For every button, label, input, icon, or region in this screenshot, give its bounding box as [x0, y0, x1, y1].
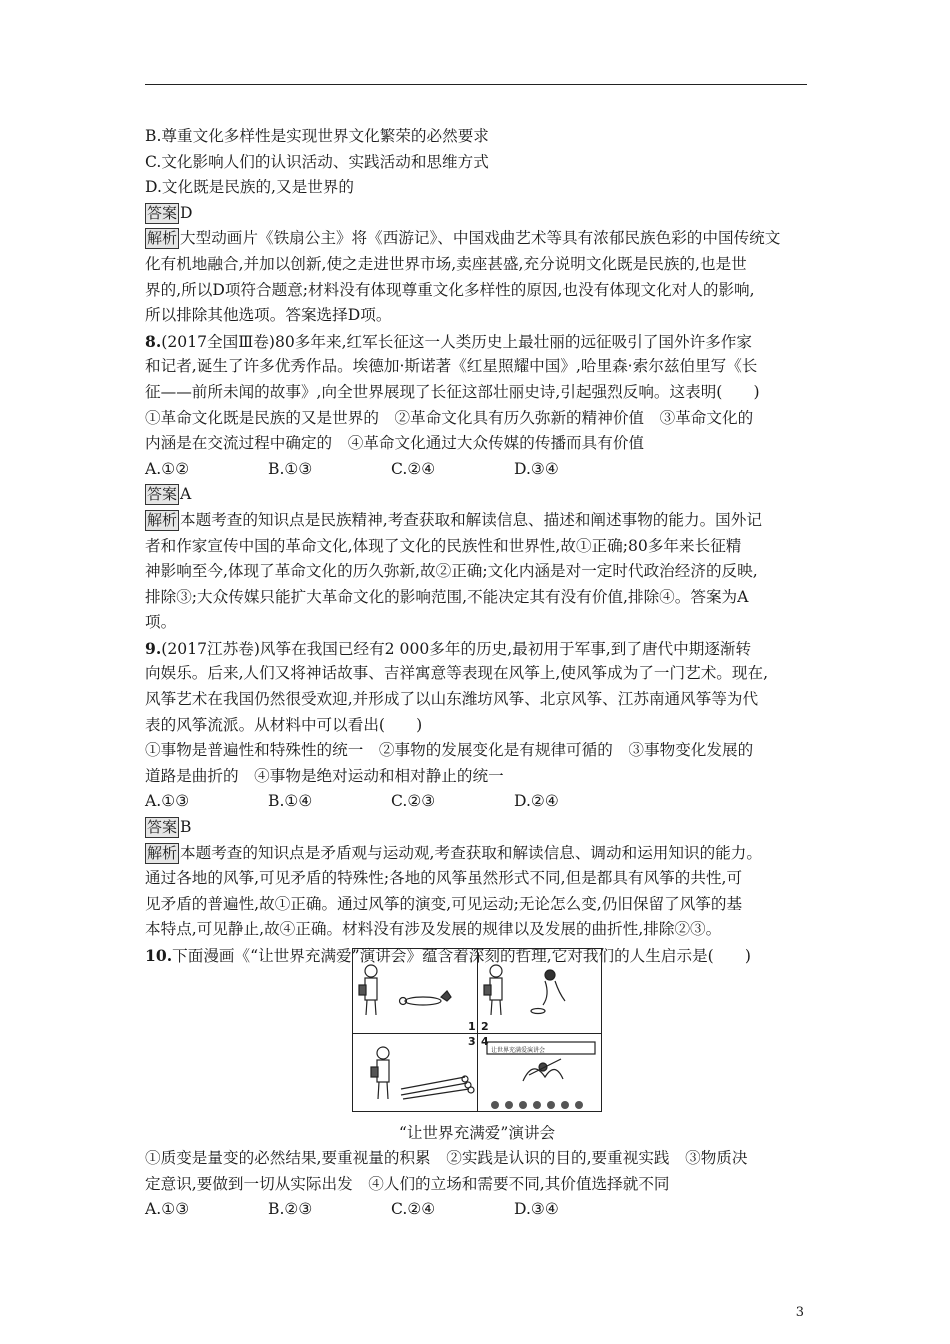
answer-tag: 答案	[147, 203, 178, 222]
q8-analysis-line: 项。	[145, 613, 177, 632]
q9-analysis-line: 见矛盾的普遍性,故①正确。通过风筝的演变,可见运动;无论怎么变,仍旧保留了风筝的基	[145, 894, 743, 913]
q8-analysis-line: 排除③;大众传媒只能扩大革命文化的影响范围,不能决定其有没有价值,排除④。答案为A	[145, 587, 749, 606]
q7-answer	[145, 201, 809, 227]
q8-stem-line: ①革命文化既是民族的又是世界的 ②革命文化具有历久弥新的精神价值 ③革命文化的	[145, 408, 754, 427]
panel-number: 3	[468, 1035, 476, 1048]
q7-analysis-line: 所以排除其他选项。答案选择D项。	[145, 306, 392, 325]
page-number: 3	[795, 1305, 804, 1320]
q9-analysis-line: 本特点,可见静止,故④正确。材料没有涉及发展的规律以及发展的曲折性,排除②③。	[145, 920, 722, 939]
q9-stem-line: ①事物是普遍性和特殊性的统一 ②事物的发展变化是有规律可循的 ③事物变化发展的	[145, 741, 754, 760]
header-rule	[145, 84, 807, 85]
main-content	[145, 124, 809, 969]
log-pile	[401, 1076, 474, 1099]
q8-analysis-line	[145, 508, 809, 534]
q7-answer-value: D	[180, 203, 193, 222]
panel-number: 1	[468, 1020, 476, 1033]
q10-option-b: B.②③	[268, 1200, 313, 1219]
q9-options	[145, 789, 809, 815]
q8-answer	[145, 482, 809, 508]
option-c-prev: C.文化影响人们的认识活动、实践活动和思维方式	[145, 152, 489, 171]
cartoon-drawing	[353, 949, 603, 1113]
q9-answer-value: B	[180, 818, 192, 837]
q8-options	[145, 457, 809, 483]
q10-option-c: C.②④	[391, 1200, 436, 1219]
q8-stem-line	[145, 329, 809, 355]
q7-analysis-line: 化有机地融合,并加以创新,使之走进世界市场,卖座甚盛,充分说明文化既是民族的,也是世	[145, 254, 747, 273]
q9-stem-line: 风筝艺术在我国仍然很受欢迎,并形成了以山东潍坊风筝、北京风筝、江苏南通风筝等为代	[145, 690, 759, 709]
analysis-tag: 解析	[147, 843, 178, 862]
q8-stem-line: 和记者,诞生了许多优秀作品。埃德加·斯诺著《红星照耀中国》,哈里森·索尔兹伯里写《长	[145, 357, 758, 376]
speaker-head	[365, 965, 377, 977]
q8-option-d: D.③④	[514, 459, 559, 478]
analysis-tag: 解析	[147, 229, 178, 248]
option-b-prev: B.尊重文化多样性是实现世界文化繁荣的必然要求	[145, 127, 489, 145]
q8-option-b: B.①③	[268, 459, 313, 478]
speaker-body	[365, 978, 377, 1000]
q9-stem-text: (2017江苏卷)风筝在我国已经有2 000多年的历史,最初用于军事,到了唐代中期逐渐转	[161, 639, 752, 658]
answer-tag: 答案	[147, 485, 178, 504]
q10-statement-line: ①质变是量变的必然结果,要重视量的积累 ②实践是认识的目的,要重视实践 ③物质决	[145, 1149, 748, 1167]
q9-option-a: A.①③	[145, 792, 190, 811]
q10-body	[145, 1146, 809, 1223]
figure-caption: “让世界充满爱”演讲会	[398, 1124, 556, 1142]
q8-stem-line: 内涵是在交流过程中确定的 ④革命文化通过大众传媒的传播而具有价值	[145, 434, 645, 453]
q9-stem-line: 道路是曲折的 ④事物是绝对运动和相对静止的统一	[145, 766, 504, 785]
q7-analysis-line	[145, 226, 809, 252]
lying-person	[405, 997, 441, 1005]
q9-number: 9.	[145, 638, 162, 658]
panel-divider-vertical	[477, 949, 478, 1111]
answer-tag: 答案	[147, 818, 178, 837]
q8-stem-text: (2017全国Ⅲ卷)80多年来,红军长征这一人类历史上最壮丽的远征吸引了国外许多作家	[161, 332, 752, 351]
q8-analysis-line: 者和作家宣传中国的革命文化,体现了文化的民族性和世界性,故①正确;80多年来长征精	[145, 536, 742, 555]
q8-option-c: C.②④	[391, 459, 436, 478]
q10-number: 10.	[145, 946, 173, 965]
q9-stem-line	[145, 636, 809, 662]
q9-option-c: C.②③	[391, 792, 436, 811]
panel-number: 4	[481, 1035, 489, 1048]
audience	[491, 1101, 583, 1109]
q10-option-d: D.③④	[514, 1200, 559, 1219]
q10-options	[145, 1197, 809, 1223]
q9-option-d: D.②④	[514, 792, 559, 811]
q9-stem-line: 向娱乐。后来,人们又将神话故事、吉祥寓意等表现在风筝上,使风筝成为了一门艺术。现在,	[145, 664, 769, 683]
q7-analysis-line: 界的,所以D项符合题意;材料没有体现尊重文化多样性的原因,也没有体现文化对人的影响,	[145, 280, 755, 299]
q10-option-a: A.①③	[145, 1200, 190, 1219]
analysis-tag: 解析	[147, 510, 178, 529]
panel-number: 2	[481, 1020, 489, 1033]
q9-analysis-text: 本题考查的知识点是矛盾观与运动观,考查获取和解读信息、调动和运用知识的能力。	[180, 843, 762, 862]
q8-stem-line: 征——前所未闻的故事》,向全世界展现了长征这部壮丽史诗,引起强烈反响。这表明( )	[145, 382, 760, 401]
q8-number: 8.	[145, 331, 162, 351]
q8-answer-value: A	[180, 485, 192, 504]
q10-statement-line: 定意识,要做到一切从实际出发 ④人们的立场和需要不同,其价值选择就不同	[145, 1174, 670, 1193]
option-d-prev: D.文化既是民族的,又是世界的	[145, 178, 354, 197]
q9-option-b: B.①④	[268, 792, 313, 811]
q7-analysis-text: 大型动画片《铁扇公主》将《西游记》、中国戏曲艺术等具有浓郁民族色彩的中国传统文	[180, 229, 781, 248]
q8-analysis-line: 神影响至今,体现了革命文化的历久弥新,故②正确;文化内涵是对一定时代政治经济的反映,	[145, 562, 758, 581]
q9-analysis-line	[145, 841, 809, 867]
panel-divider-horizontal	[353, 1033, 601, 1034]
q8-analysis-text: 本题考查的知识点是民族精神,考查获取和解读信息、描述和阐述事物的能力。国外记	[180, 510, 762, 529]
q9-answer	[145, 815, 809, 841]
q8-option-a: A.①②	[145, 459, 190, 478]
cartoon-figure	[352, 948, 602, 1112]
q9-analysis-line: 通过各地的风筝,可见矛盾的特殊性;各地的风筝虽然形式不同,但是都具有风筝的共性,可	[145, 869, 743, 888]
banner-text: 让世界充满爱演讲会	[491, 1047, 546, 1054]
q10-stem-text: 下面漫画《“让世界充满爱”演讲会》蕴含着深刻的哲理,它对我们的人生启示是( )	[172, 947, 751, 965]
q9-stem-line: 表的风筝流派。从材料中可以看出( )	[145, 715, 423, 734]
